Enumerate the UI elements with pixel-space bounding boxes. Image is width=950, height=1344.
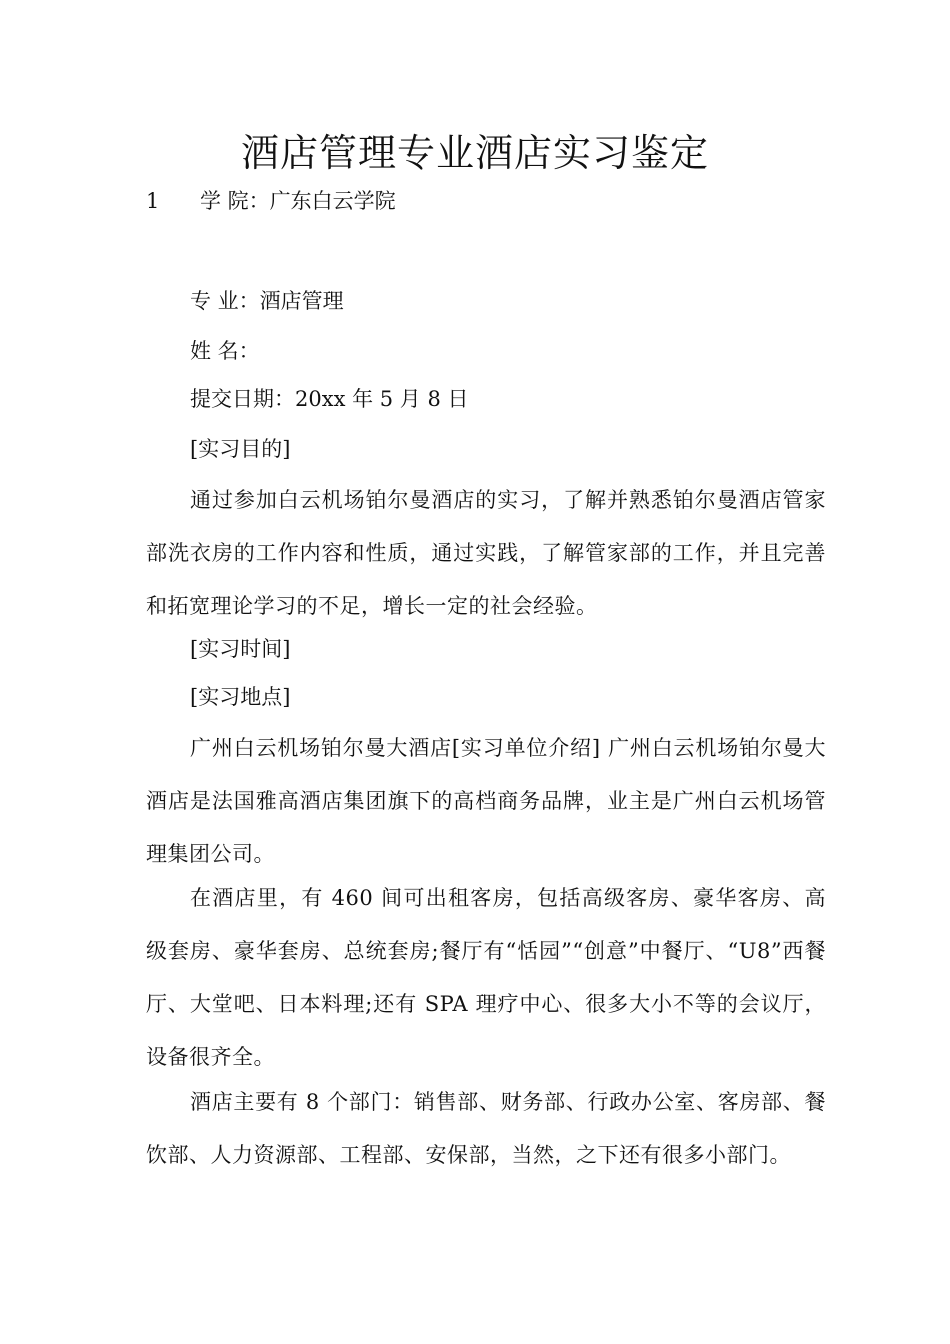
college-line: 学 院：广东白云学院 (200, 189, 396, 213)
paragraph-purpose: 通过参加白云机场铂尔曼酒店的实习，了解并熟悉铂尔曼酒店管家部洗衣房的工作内容和性质，通过实践，了解管家部的工作，并且完善和拓宽理论学习的不足，增长一定的社会经验。 (146, 488, 826, 618)
document-title: 酒店管理专业酒店实习鉴定 (240, 131, 709, 175)
heading-purpose: [实习目的] (190, 437, 291, 461)
list-number: 1 (146, 189, 160, 213)
name-line: 姓 名： (190, 339, 260, 363)
heading-place: [实习地点] (190, 685, 291, 709)
paragraph-rooms: 在酒店里，有 460 间可出租客房，包括高级客房、豪华客房、高级套房、豪华套房、总统套房;餐厅有“恬园”“创意”中餐厅、“U8”西餐厅、大堂吧、日本料理;还有 SPA 理疗中心、很多大小不等的会议厅，设备很齐全。 (146, 886, 826, 1069)
major-line: 专 业：酒店管理 (190, 289, 344, 313)
paragraph-departments: 酒店主要有 8 个部门：销售部、财务部、行政办公室、客房部、餐饮部、人力资源部、工程部、安保部，当然，之下还有很多小部门。 (146, 1090, 826, 1167)
paragraph-place: 广州白云机场铂尔曼大酒店[实习单位介绍] 广州白云机场铂尔曼大酒店是法国雅高酒店集团旗下的高档商务品牌，业主是广州白云机场管理集团公司。 (146, 736, 826, 866)
heading-time: [实习时间] (190, 637, 291, 661)
submit-date-line: 提交日期：20xx 年 5 月 8 日 (190, 387, 469, 411)
